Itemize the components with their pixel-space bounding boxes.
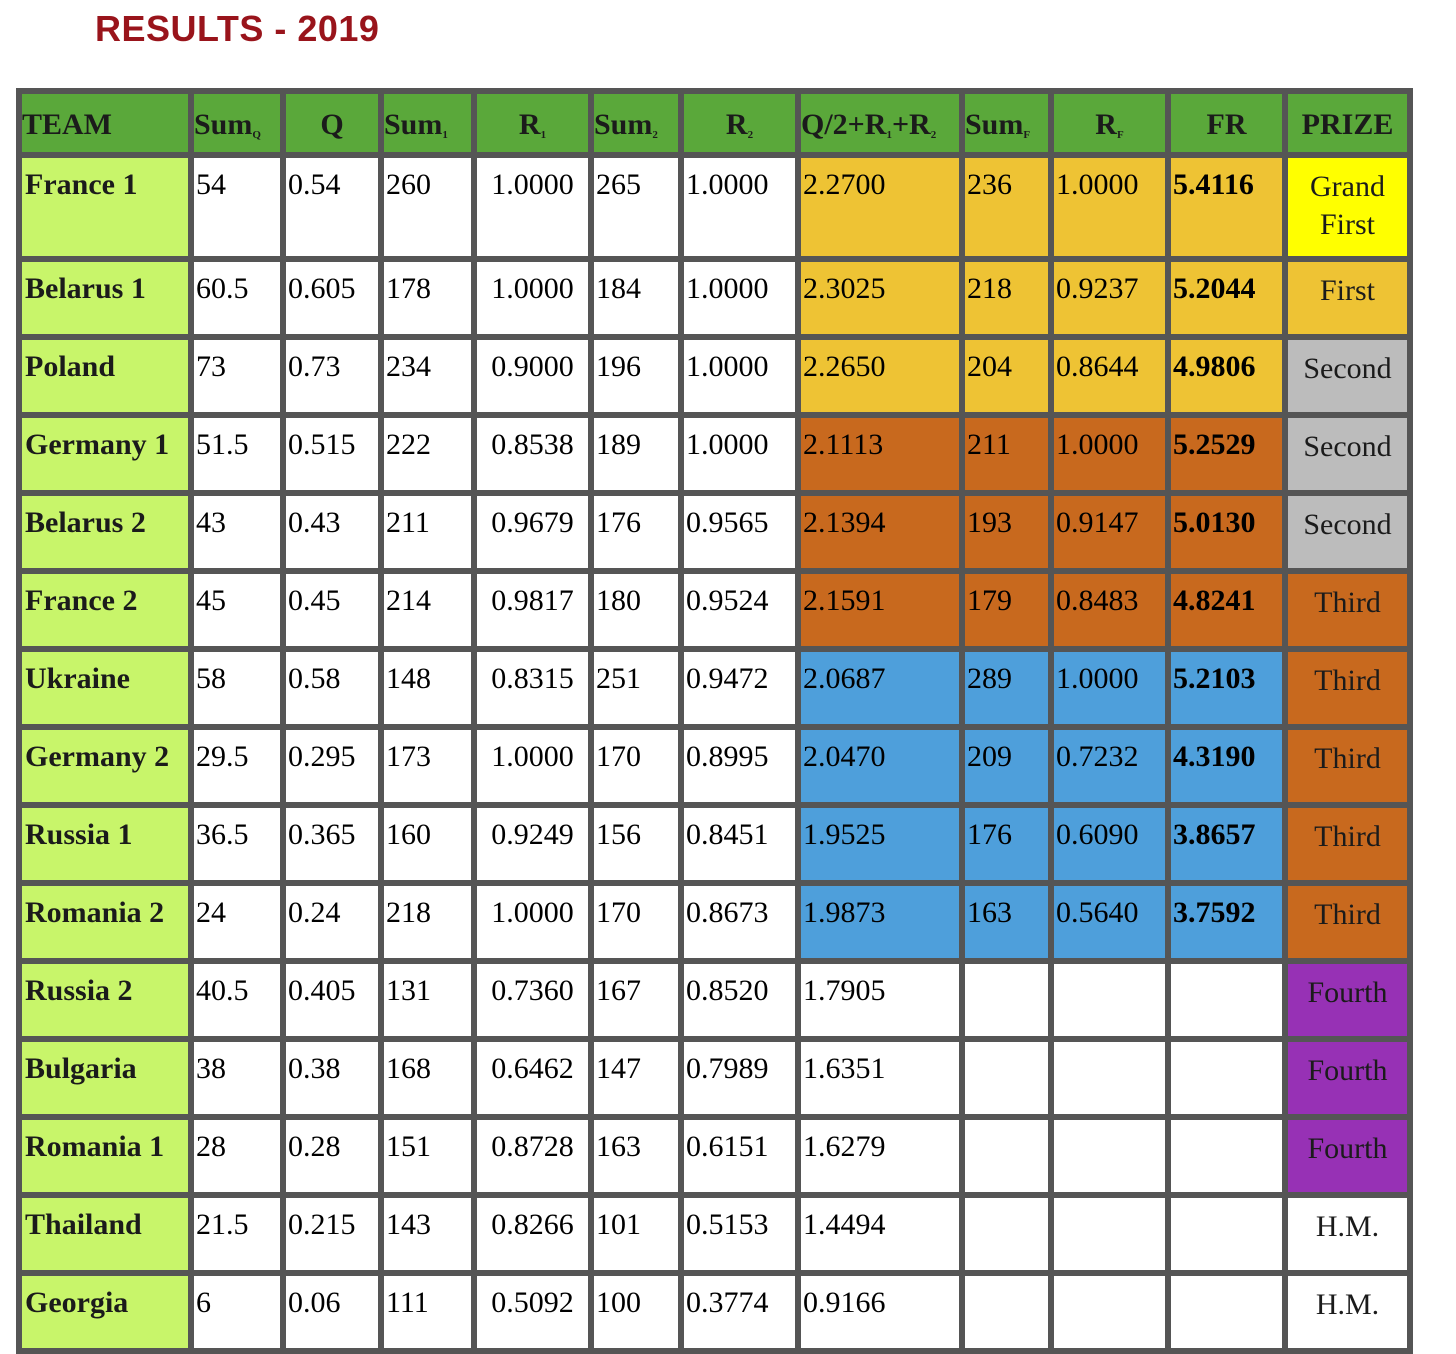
sumf-cell: 289 (962, 649, 1051, 727)
r2-cell: 1.0000 (681, 155, 798, 259)
q-cell: 0.28 (283, 1117, 381, 1195)
rf-cell: 0.5640 (1051, 883, 1168, 961)
r1-cell: 0.5092 (474, 1273, 591, 1351)
q-cell: 0.45 (283, 571, 381, 649)
total-cell: 2.0687 (798, 649, 962, 727)
prize-cell: H.M. (1285, 1273, 1410, 1351)
prize-cell: Second (1285, 415, 1410, 493)
header-total: $Q/2+R_1+R_2$ (798, 91, 962, 155)
sumf-cell: 236 (962, 155, 1051, 259)
rf-cell: 0.9237 (1051, 259, 1168, 337)
r1-cell: 0.9679 (474, 493, 591, 571)
total-cell: 2.1591 (798, 571, 962, 649)
header-prize: PRIZE (1285, 91, 1410, 155)
sum2-cell: 265 (591, 155, 681, 259)
total-cell: 1.9525 (798, 805, 962, 883)
prize-cell: Third (1285, 727, 1410, 805)
team-name: Georgia (19, 1273, 191, 1351)
team-name: Romania 1 (19, 1117, 191, 1195)
header-sumq: Sum$_Q$ (191, 91, 283, 155)
r1-cell: 0.9817 (474, 571, 591, 649)
r1-cell: 0.7360 (474, 961, 591, 1039)
team-name: Poland (19, 337, 191, 415)
r1-cell: 0.8728 (474, 1117, 591, 1195)
header-r2: $R_2$ (681, 91, 798, 155)
fr-cell (1168, 1273, 1285, 1351)
q-cell: 0.54 (283, 155, 381, 259)
sumf-cell (962, 961, 1051, 1039)
page-title: RESULTS - 2019 (95, 8, 380, 49)
team-name: Russia 1 (19, 805, 191, 883)
table-row (19, 649, 1410, 727)
r1-cell: 0.9249 (474, 805, 591, 883)
total-cell: 1.9873 (798, 883, 962, 961)
team-name: Belarus 1 (19, 259, 191, 337)
team-name: France 2 (19, 571, 191, 649)
sum1-cell: 148 (381, 649, 474, 727)
sum1-cell: 178 (381, 259, 474, 337)
sumq-cell: 51.5 (191, 415, 283, 493)
r2-cell: 1.0000 (681, 415, 798, 493)
sumf-cell (962, 1273, 1051, 1351)
sum2-cell: 196 (591, 337, 681, 415)
sumq-cell: 38 (191, 1039, 283, 1117)
table-row (19, 727, 1410, 805)
r1-cell: 1.0000 (474, 883, 591, 961)
fr-cell: 5.4116 (1168, 155, 1285, 259)
r2-cell: 0.9565 (681, 493, 798, 571)
fr-cell (1168, 1195, 1285, 1273)
q-cell: 0.405 (283, 961, 381, 1039)
header-sumf: Sum$_F$ (962, 91, 1051, 155)
prize-cell (1285, 155, 1410, 259)
q-cell: 0.38 (283, 1039, 381, 1117)
fr-cell: 3.8657 (1168, 805, 1285, 883)
r2-cell: 0.8673 (681, 883, 798, 961)
q-cell: 0.43 (283, 493, 381, 571)
sum1-cell: 168 (381, 1039, 474, 1117)
r2-cell: 0.8451 (681, 805, 798, 883)
sum2-cell: 170 (591, 883, 681, 961)
table-row (19, 337, 1410, 415)
total-cell: 2.1394 (798, 493, 962, 571)
sum1-cell: 160 (381, 805, 474, 883)
sum2-cell: 180 (591, 571, 681, 649)
r1-cell: 1.0000 (474, 727, 591, 805)
header-rf: $R_F$ (1051, 91, 1168, 155)
fr-cell: 5.2529 (1168, 415, 1285, 493)
sum2-cell: 163 (591, 1117, 681, 1195)
sumf-cell: 176 (962, 805, 1051, 883)
sumq-cell: 29.5 (191, 727, 283, 805)
sumf-cell: 209 (962, 727, 1051, 805)
sumf-cell: 204 (962, 337, 1051, 415)
q-cell: 0.215 (283, 1195, 381, 1273)
header-r1: $R_1$ (474, 91, 591, 155)
sumq-cell: 54 (191, 155, 283, 259)
fr-cell: 5.0130 (1168, 493, 1285, 571)
sumq-cell: 43 (191, 493, 283, 571)
r2-cell: 0.3774 (681, 1273, 798, 1351)
prize-line: Grand (1310, 170, 1385, 203)
r2-cell: 0.7989 (681, 1039, 798, 1117)
q-cell: 0.605 (283, 259, 381, 337)
total-cell: 1.6351 (798, 1039, 962, 1117)
r2-cell: 0.5153 (681, 1195, 798, 1273)
rf-cell: 1.0000 (1051, 155, 1168, 259)
table-row (19, 415, 1410, 493)
total-cell: 1.6279 (798, 1117, 962, 1195)
sumq-cell: 40.5 (191, 961, 283, 1039)
prize-cell: Fourth (1285, 1039, 1410, 1117)
total-cell: 2.0470 (798, 727, 962, 805)
header-fr: FR (1168, 91, 1285, 155)
total-cell: 2.2650 (798, 337, 962, 415)
q-cell: 0.73 (283, 337, 381, 415)
total-cell: 2.1113 (798, 415, 962, 493)
table-row (19, 259, 1410, 337)
fr-cell: 4.9806 (1168, 337, 1285, 415)
sumf-cell (962, 1039, 1051, 1117)
table-row (19, 1117, 1410, 1195)
r1-cell: 1.0000 (474, 155, 591, 259)
prize-cell: Second (1285, 337, 1410, 415)
r2-cell: 0.6151 (681, 1117, 798, 1195)
rf-cell (1051, 961, 1168, 1039)
fr-cell: 4.8241 (1168, 571, 1285, 649)
total-cell: 2.3025 (798, 259, 962, 337)
sum1-cell: 111 (381, 1273, 474, 1351)
q-cell: 0.365 (283, 805, 381, 883)
team-name: Germany 2 (19, 727, 191, 805)
sum1-cell: 173 (381, 727, 474, 805)
r1-cell: 0.8266 (474, 1195, 591, 1273)
team-name: Bulgaria (19, 1039, 191, 1117)
rf-cell: 0.9147 (1051, 493, 1168, 571)
header-sum2: Sum$_2$ (591, 91, 681, 155)
sumq-cell: 45 (191, 571, 283, 649)
sum2-cell: 170 (591, 727, 681, 805)
sumf-cell (962, 1195, 1051, 1273)
prize-cell: Third (1285, 649, 1410, 727)
r2-cell: 1.0000 (681, 259, 798, 337)
rf-cell: 0.6090 (1051, 805, 1168, 883)
sum2-cell: 156 (591, 805, 681, 883)
total-cell: 1.4494 (798, 1195, 962, 1273)
team-name: France 1 (19, 155, 191, 259)
prize-cell: Fourth (1285, 961, 1410, 1039)
sum2-cell: 184 (591, 259, 681, 337)
prize-cell: Third (1285, 571, 1410, 649)
fr-cell (1168, 961, 1285, 1039)
sumq-cell: 58 (191, 649, 283, 727)
sumq-cell: 60.5 (191, 259, 283, 337)
sum1-cell: 151 (381, 1117, 474, 1195)
rf-cell (1051, 1195, 1168, 1273)
sum1-cell: 214 (381, 571, 474, 649)
fr-cell: 5.2103 (1168, 649, 1285, 727)
table-row (19, 1273, 1410, 1351)
sum2-cell: 167 (591, 961, 681, 1039)
r1-cell: 0.8315 (474, 649, 591, 727)
rf-cell: 1.0000 (1051, 415, 1168, 493)
sum1-cell: 218 (381, 883, 474, 961)
sumf-cell: 163 (962, 883, 1051, 961)
rf-cell: 1.0000 (1051, 649, 1168, 727)
sum2-cell: 147 (591, 1039, 681, 1117)
sum2-cell: 101 (591, 1195, 681, 1273)
sum2-cell: 251 (591, 649, 681, 727)
rf-cell (1051, 1273, 1168, 1351)
r2-cell: 0.8520 (681, 961, 798, 1039)
sum1-cell: 260 (381, 155, 474, 259)
sumf-cell (962, 1117, 1051, 1195)
sum1-cell: 143 (381, 1195, 474, 1273)
rf-cell: 0.7232 (1051, 727, 1168, 805)
sumq-cell: 21.5 (191, 1195, 283, 1273)
total-cell: 1.7905 (798, 961, 962, 1039)
r2-cell: 0.9524 (681, 571, 798, 649)
team-name: Ukraine (19, 649, 191, 727)
r1-cell: 1.0000 (474, 259, 591, 337)
sumq-cell: 28 (191, 1117, 283, 1195)
team-name: Belarus 2 (19, 493, 191, 571)
sumq-cell: 73 (191, 337, 283, 415)
total-cell: 2.2700 (798, 155, 962, 259)
prize-cell: Third (1285, 805, 1410, 883)
prize-cell: Third (1285, 883, 1410, 961)
sumf-cell: 193 (962, 493, 1051, 571)
table-row (19, 961, 1410, 1039)
fr-cell: 5.2044 (1168, 259, 1285, 337)
table-row (19, 493, 1410, 571)
prize-line: First (1319, 207, 1376, 241)
q-cell: 0.06 (283, 1273, 381, 1351)
sumf-cell: 179 (962, 571, 1051, 649)
team-name: Romania 2 (19, 883, 191, 961)
r2-cell: 1.0000 (681, 337, 798, 415)
sumf-cell: 211 (962, 415, 1051, 493)
q-cell: 0.58 (283, 649, 381, 727)
team-name: Russia 2 (19, 961, 191, 1039)
fr-cell: 4.3190 (1168, 727, 1285, 805)
header-row (19, 91, 1410, 155)
team-name: Germany 1 (19, 415, 191, 493)
sumq-cell: 36.5 (191, 805, 283, 883)
sumf-cell: 218 (962, 259, 1051, 337)
sumq-cell: 24 (191, 883, 283, 961)
q-cell: 0.515 (283, 415, 381, 493)
table-row (19, 1195, 1410, 1273)
r1-cell: 0.8538 (474, 415, 591, 493)
results-table (16, 88, 1413, 1354)
prize-cell: First (1285, 259, 1410, 337)
q-cell: 0.295 (283, 727, 381, 805)
fr-cell: 3.7592 (1168, 883, 1285, 961)
header-q: Q (283, 91, 381, 155)
sum1-cell: 211 (381, 493, 474, 571)
sum1-cell: 131 (381, 961, 474, 1039)
table-row (19, 1039, 1410, 1117)
sum2-cell: 189 (591, 415, 681, 493)
prize-cell: Fourth (1285, 1117, 1410, 1195)
prize-cell: Second (1285, 493, 1410, 571)
sumq-cell: 6 (191, 1273, 283, 1351)
rf-cell: 0.8644 (1051, 337, 1168, 415)
rf-cell: 0.8483 (1051, 571, 1168, 649)
total-cell: 0.9166 (798, 1273, 962, 1351)
header-sum1: Sum$_1$ (381, 91, 474, 155)
prize-cell: H.M. (1285, 1195, 1410, 1273)
r2-cell: 0.8995 (681, 727, 798, 805)
r2-cell: 0.9472 (681, 649, 798, 727)
q-cell: 0.24 (283, 883, 381, 961)
rf-cell (1051, 1039, 1168, 1117)
sum1-cell: 222 (381, 415, 474, 493)
table-row (19, 155, 1410, 259)
table-row (19, 805, 1410, 883)
r1-cell: 0.9000 (474, 337, 591, 415)
header-team: TEAM (19, 91, 191, 155)
team-name: Thailand (19, 1195, 191, 1273)
table-row (19, 571, 1410, 649)
fr-cell (1168, 1117, 1285, 1195)
fr-cell (1168, 1039, 1285, 1117)
table-row (19, 883, 1410, 961)
sum2-cell: 176 (591, 493, 681, 571)
r1-cell: 0.6462 (474, 1039, 591, 1117)
sum1-cell: 234 (381, 337, 474, 415)
rf-cell (1051, 1117, 1168, 1195)
sum2-cell: 100 (591, 1273, 681, 1351)
